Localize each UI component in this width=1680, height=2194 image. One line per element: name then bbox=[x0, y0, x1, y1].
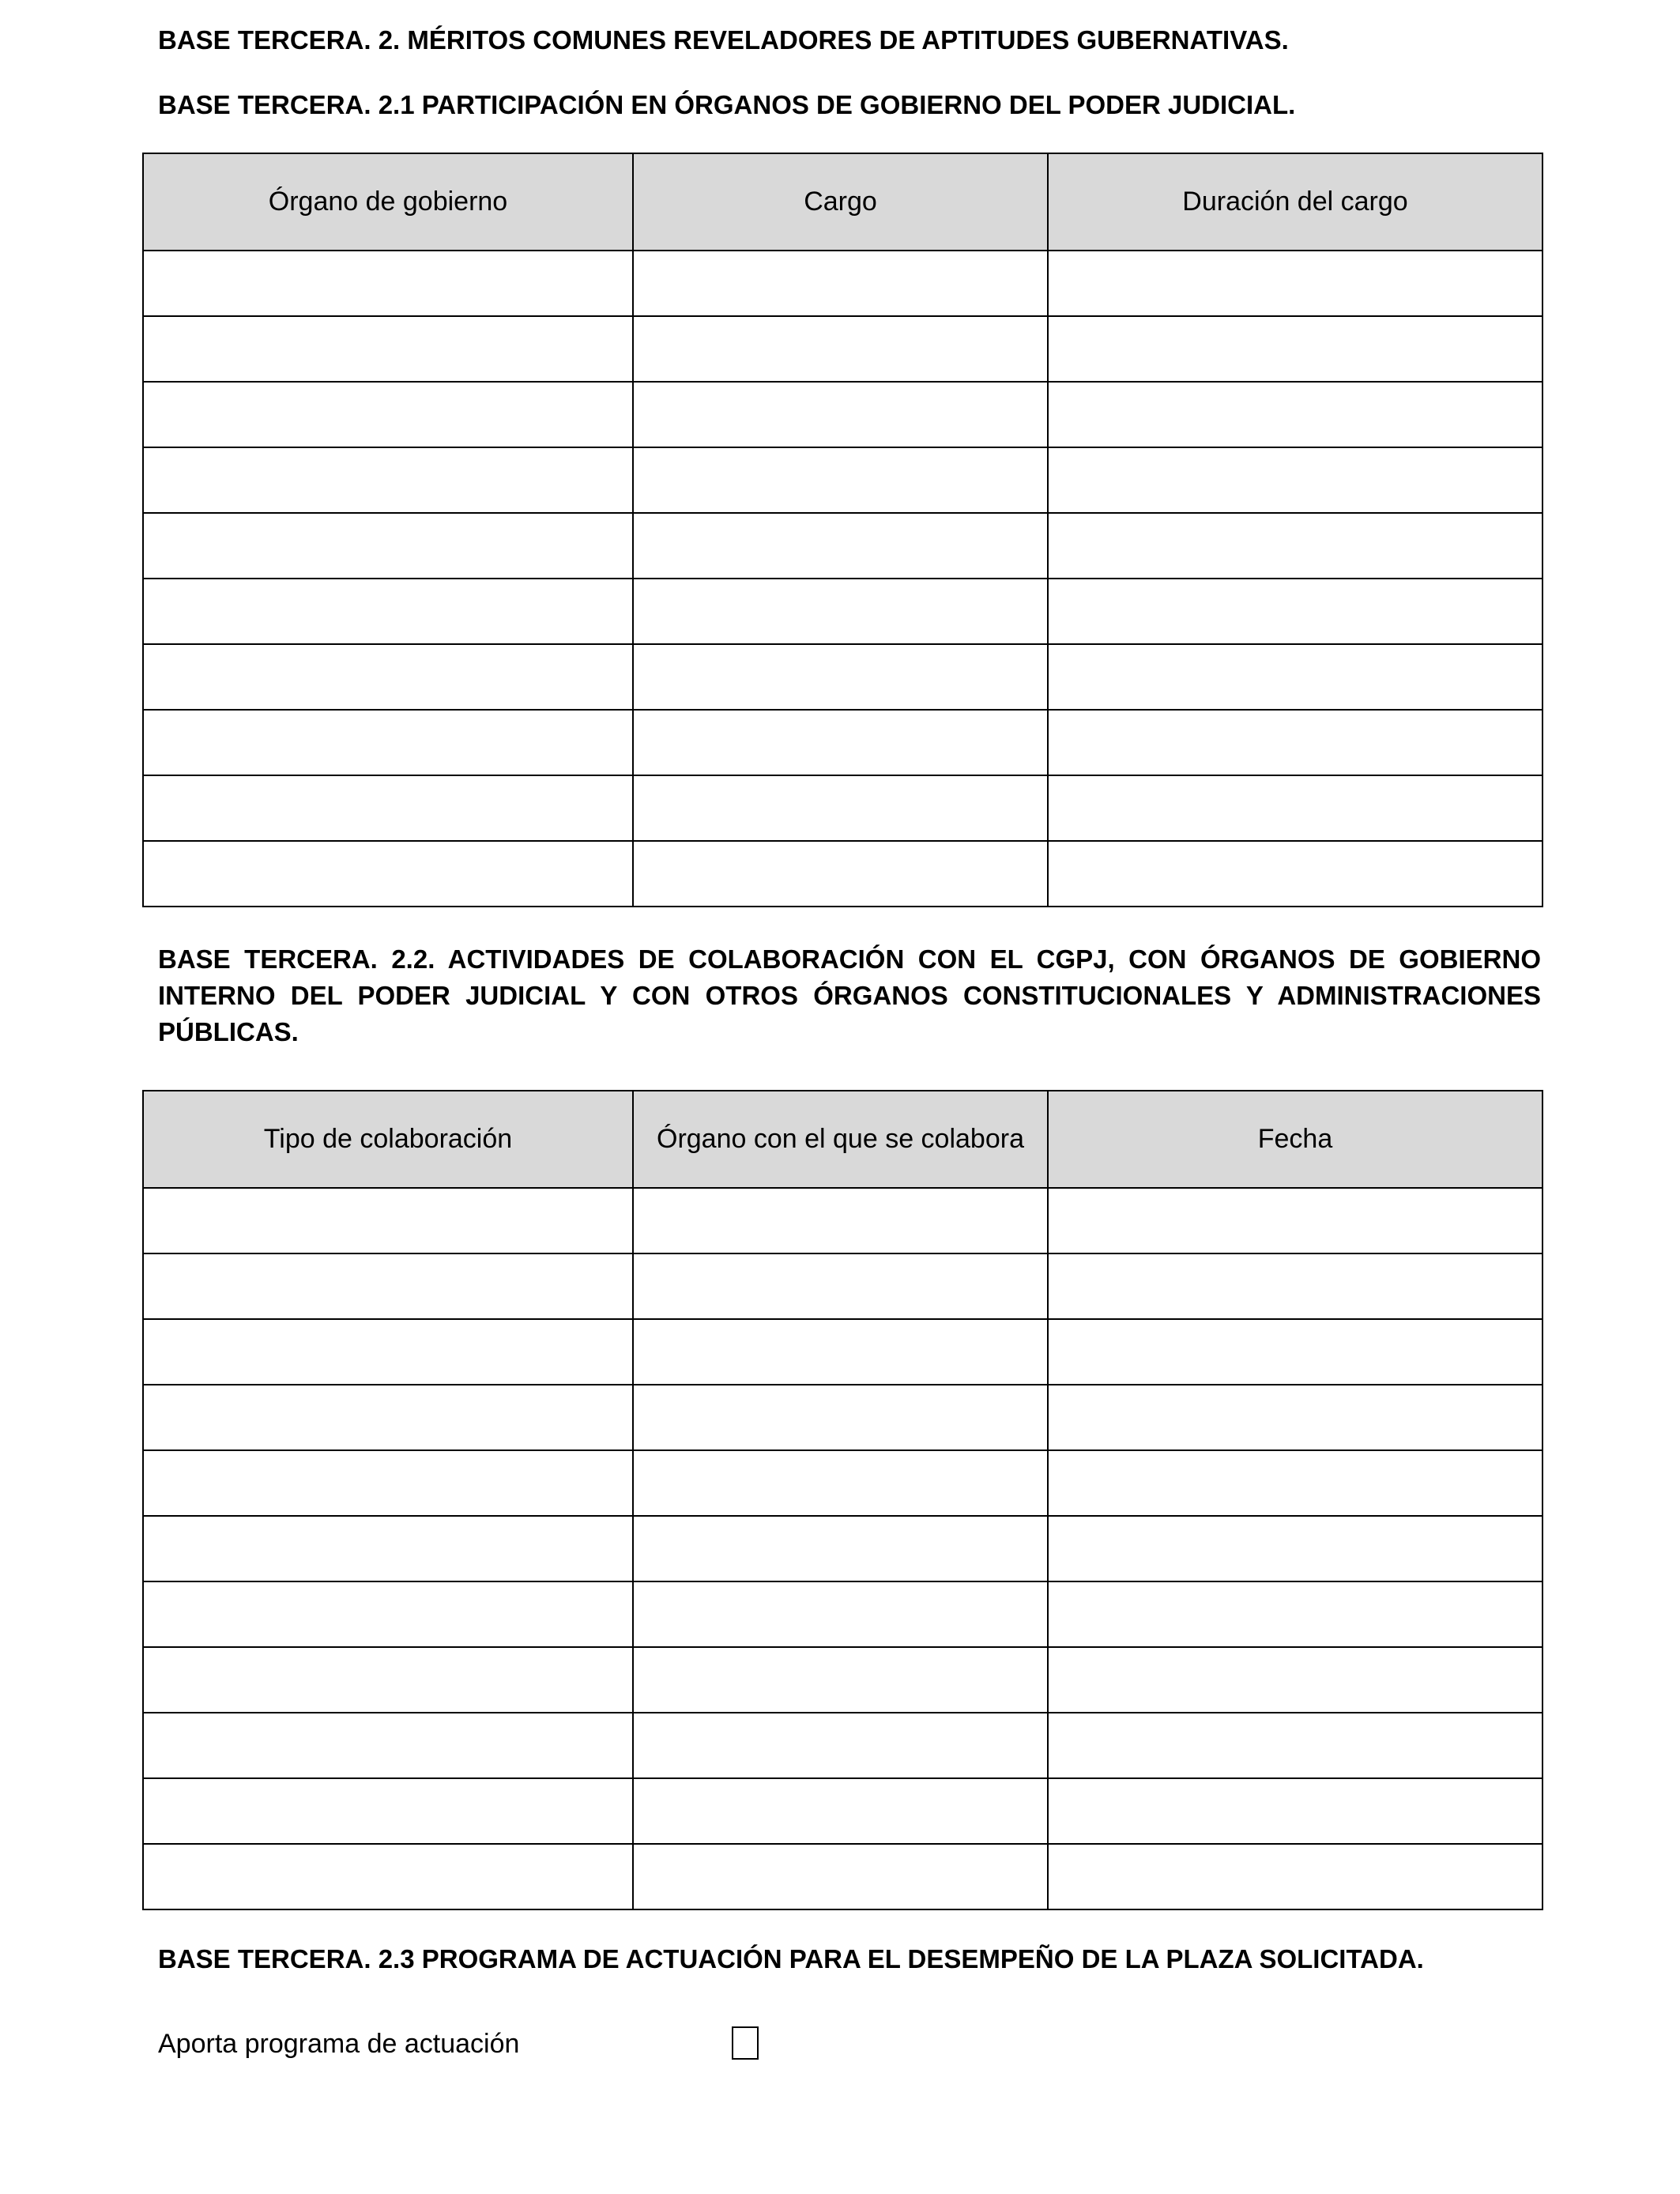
table-cell[interactable] bbox=[143, 1319, 633, 1385]
table-cell[interactable] bbox=[1048, 841, 1543, 907]
table-cell[interactable] bbox=[633, 1581, 1048, 1647]
table-cell[interactable] bbox=[1048, 382, 1543, 447]
table-cell[interactable] bbox=[633, 251, 1048, 316]
table-cell[interactable] bbox=[1048, 1450, 1543, 1516]
table-cell[interactable] bbox=[143, 251, 633, 316]
table-cell[interactable] bbox=[1048, 513, 1543, 579]
table-row bbox=[143, 1385, 1543, 1450]
table-cell[interactable] bbox=[1048, 644, 1543, 710]
table-row bbox=[143, 1253, 1543, 1319]
table-row bbox=[143, 579, 1543, 644]
table-row bbox=[143, 775, 1543, 841]
table-cell[interactable] bbox=[143, 1253, 633, 1319]
column-header-fecha: Fecha bbox=[1048, 1091, 1543, 1188]
table-row bbox=[143, 1319, 1543, 1385]
table-cell[interactable] bbox=[1048, 1385, 1543, 1450]
table-cell[interactable] bbox=[143, 1713, 633, 1778]
table-cell[interactable] bbox=[143, 382, 633, 447]
table-row bbox=[143, 316, 1543, 382]
aporta-programa-checkbox[interactable] bbox=[732, 2026, 759, 2060]
table-cell[interactable] bbox=[1048, 1188, 1543, 1253]
table-cell[interactable] bbox=[633, 1647, 1048, 1713]
table-cell[interactable] bbox=[143, 1844, 633, 1909]
table-cell[interactable] bbox=[1048, 1713, 1543, 1778]
organos-gobierno-table bbox=[142, 153, 1543, 907]
heading-programa-actuacion: BASE TERCERA. 2.3 PROGRAMA DE ACTUACIÓN PARA EL DESEMPEÑO DE LA PLAZA SOLICITADA. bbox=[158, 1944, 1424, 1973]
table-cell[interactable] bbox=[143, 447, 633, 513]
table-cell[interactable] bbox=[1048, 251, 1543, 316]
table-row bbox=[143, 841, 1543, 907]
table-cell[interactable] bbox=[1048, 775, 1543, 841]
table-cell[interactable] bbox=[143, 316, 633, 382]
heading-participacion-organos: BASE TERCERA. 2.1 PARTICIPACIÓN EN ÓRGANOS DE GOBIERNO DEL PODER JUDICIAL. bbox=[158, 90, 1296, 119]
table-cell[interactable] bbox=[633, 1385, 1048, 1450]
table-header-row bbox=[143, 153, 1543, 251]
table-cell[interactable] bbox=[1048, 710, 1543, 775]
table-cell[interactable] bbox=[143, 841, 633, 907]
table-cell[interactable] bbox=[143, 513, 633, 579]
heading-meritos-comunes: BASE TERCERA. 2. MÉRITOS COMUNES REVELADORES DE APTITUDES GUBERNATIVAS. bbox=[158, 25, 1289, 55]
table-row bbox=[143, 710, 1543, 775]
table-cell[interactable] bbox=[1048, 1647, 1543, 1713]
table-cell[interactable] bbox=[633, 447, 1048, 513]
table-row bbox=[143, 447, 1543, 513]
table-cell[interactable] bbox=[633, 382, 1048, 447]
table-cell[interactable] bbox=[633, 644, 1048, 710]
table-row bbox=[143, 1647, 1543, 1713]
table-cell[interactable] bbox=[633, 1319, 1048, 1385]
table-cell[interactable] bbox=[633, 1450, 1048, 1516]
table-cell[interactable] bbox=[633, 513, 1048, 579]
table-row bbox=[143, 644, 1543, 710]
table-cell[interactable] bbox=[143, 1647, 633, 1713]
table-cell[interactable] bbox=[143, 644, 633, 710]
table-cell[interactable] bbox=[633, 1778, 1048, 1844]
table-cell[interactable] bbox=[143, 775, 633, 841]
table-cell[interactable] bbox=[143, 1385, 633, 1450]
column-header-tipo-colaboracion: Tipo de colaboración bbox=[143, 1091, 633, 1188]
table-cell[interactable] bbox=[1048, 1778, 1543, 1844]
column-header-organo-colabora: Órgano con el que se colabora bbox=[633, 1091, 1048, 1188]
aporta-programa-label: Aporta programa de actuación bbox=[158, 2029, 520, 2059]
table-cell[interactable] bbox=[1048, 1516, 1543, 1581]
table-row bbox=[143, 1188, 1543, 1253]
table-cell[interactable] bbox=[143, 1581, 633, 1647]
actividades-colaboracion-table bbox=[142, 1090, 1543, 1910]
table-cell[interactable] bbox=[633, 1253, 1048, 1319]
table-cell[interactable] bbox=[143, 1778, 633, 1844]
table-row bbox=[143, 1450, 1543, 1516]
table-cell[interactable] bbox=[143, 1516, 633, 1581]
table-cell[interactable] bbox=[633, 1844, 1048, 1909]
column-header-cargo: Cargo bbox=[633, 153, 1048, 251]
table-cell[interactable] bbox=[143, 1188, 633, 1253]
table-row bbox=[143, 1778, 1543, 1844]
table-cell[interactable] bbox=[633, 1188, 1048, 1253]
table-row bbox=[143, 1844, 1543, 1909]
table-cell[interactable] bbox=[1048, 1319, 1543, 1385]
heading-actividades-colaboracion: BASE TERCERA. 2.2. ACTIVIDADES DE COLABORACIÓN CON EL CGPJ, CON ÓRGANOS DE GOBIERNO INTERNO DEL PODER JUDICIAL Y CON OTROS ÓRGANOS CONSTITUCIONALES Y ADMINISTRACIONES PÚBLICAS. bbox=[158, 944, 1541, 1046]
table-cell[interactable] bbox=[633, 775, 1048, 841]
table-cell[interactable] bbox=[1048, 1844, 1543, 1909]
table-cell[interactable] bbox=[633, 579, 1048, 644]
table-header-row bbox=[143, 1091, 1543, 1188]
table-row bbox=[143, 513, 1543, 579]
table-row bbox=[143, 1713, 1543, 1778]
table-cell[interactable] bbox=[143, 1450, 633, 1516]
table-row bbox=[143, 382, 1543, 447]
table-cell[interactable] bbox=[633, 1516, 1048, 1581]
column-header-duracion-cargo: Duración del cargo bbox=[1048, 153, 1543, 251]
column-header-organo-gobierno: Órgano de gobierno bbox=[143, 153, 633, 251]
table-row bbox=[143, 251, 1543, 316]
table-cell[interactable] bbox=[143, 710, 633, 775]
table-cell[interactable] bbox=[633, 316, 1048, 382]
table-row bbox=[143, 1581, 1543, 1647]
table-cell[interactable] bbox=[633, 710, 1048, 775]
table-cell[interactable] bbox=[1048, 1581, 1543, 1647]
table-cell[interactable] bbox=[633, 841, 1048, 907]
table-cell[interactable] bbox=[1048, 579, 1543, 644]
table-cell[interactable] bbox=[1048, 1253, 1543, 1319]
table-cell[interactable] bbox=[1048, 447, 1543, 513]
table-cell[interactable] bbox=[1048, 316, 1543, 382]
table-cell[interactable] bbox=[143, 579, 633, 644]
table-cell[interactable] bbox=[633, 1713, 1048, 1778]
table-row bbox=[143, 1516, 1543, 1581]
